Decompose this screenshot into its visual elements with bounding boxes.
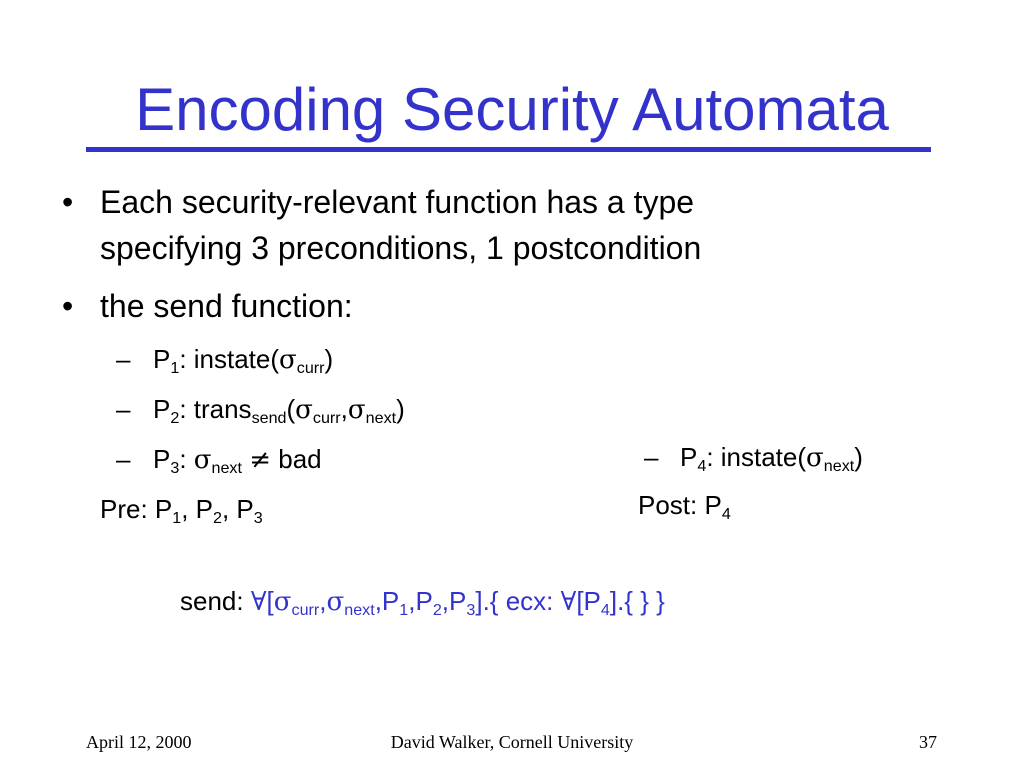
footer-page-number: 37: [919, 732, 937, 752]
condition-p3: $P_3$: $\sigma_{next}$ ≠ bad: [153, 444, 322, 477]
footer-date: April 12, 2000: [86, 732, 192, 752]
pre-conditions: Pre: $P_1$, $P_2$, $P_3$: [100, 494, 263, 527]
forall-symbol: ∀: [560, 587, 577, 617]
sigma-symbol: σ: [326, 587, 345, 617]
dash-marker: –: [116, 444, 131, 474]
send-type-signature: send: $\forall[\sigma_{curr},\sigma_{next},P_1,P_2,P_3]$.{ ecx: $\forall[P_4]$.{ } }: [180, 586, 665, 619]
send-type-expression: $\forall[\sigma_{curr},\sigma_{next},P_1,P_2,P_3]$.{ ecx: $\forall[P_4]$.{ } }: [250, 586, 665, 619]
bullet-1-line-2: specifying 3 preconditions, 1 postcondition: [100, 230, 702, 266]
forall-symbol: ∀: [250, 587, 267, 617]
dash-marker: –: [644, 442, 659, 472]
sigma-symbol: σ: [193, 445, 212, 475]
title-underline: [86, 147, 931, 152]
slide-title: Encoding Security Automata: [135, 76, 889, 143]
condition-p1: $P_1$: $instate(\sigma_{curr})$: [153, 344, 334, 377]
sigma-symbol: σ: [347, 395, 366, 425]
sigma-symbol: σ: [295, 395, 313, 425]
sigma-symbol: σ: [279, 345, 297, 375]
dash-marker: –: [116, 344, 131, 374]
bullet-marker: •: [62, 288, 74, 324]
sigma-symbol: σ: [806, 443, 824, 473]
footer-author: David Walker, Cornell University: [390, 732, 634, 752]
bullet-marker: •: [62, 184, 74, 220]
dash-marker: –: [116, 394, 131, 424]
bullet-1-line-1: Each security-relevant function has a type: [100, 184, 695, 220]
bullet-2-text: the send function:: [100, 288, 353, 324]
not-equal-symbol: ≠: [249, 445, 271, 475]
post-condition: Post: $P_4$: [638, 490, 731, 523]
condition-p4: $P_4$: $instate(\sigma_{next})$: [680, 442, 863, 475]
condition-p2: $P_2$: $trans_{send}(\sigma_{curr},\sigma_{next})$: [153, 394, 405, 427]
sigma-symbol: σ: [273, 587, 292, 617]
